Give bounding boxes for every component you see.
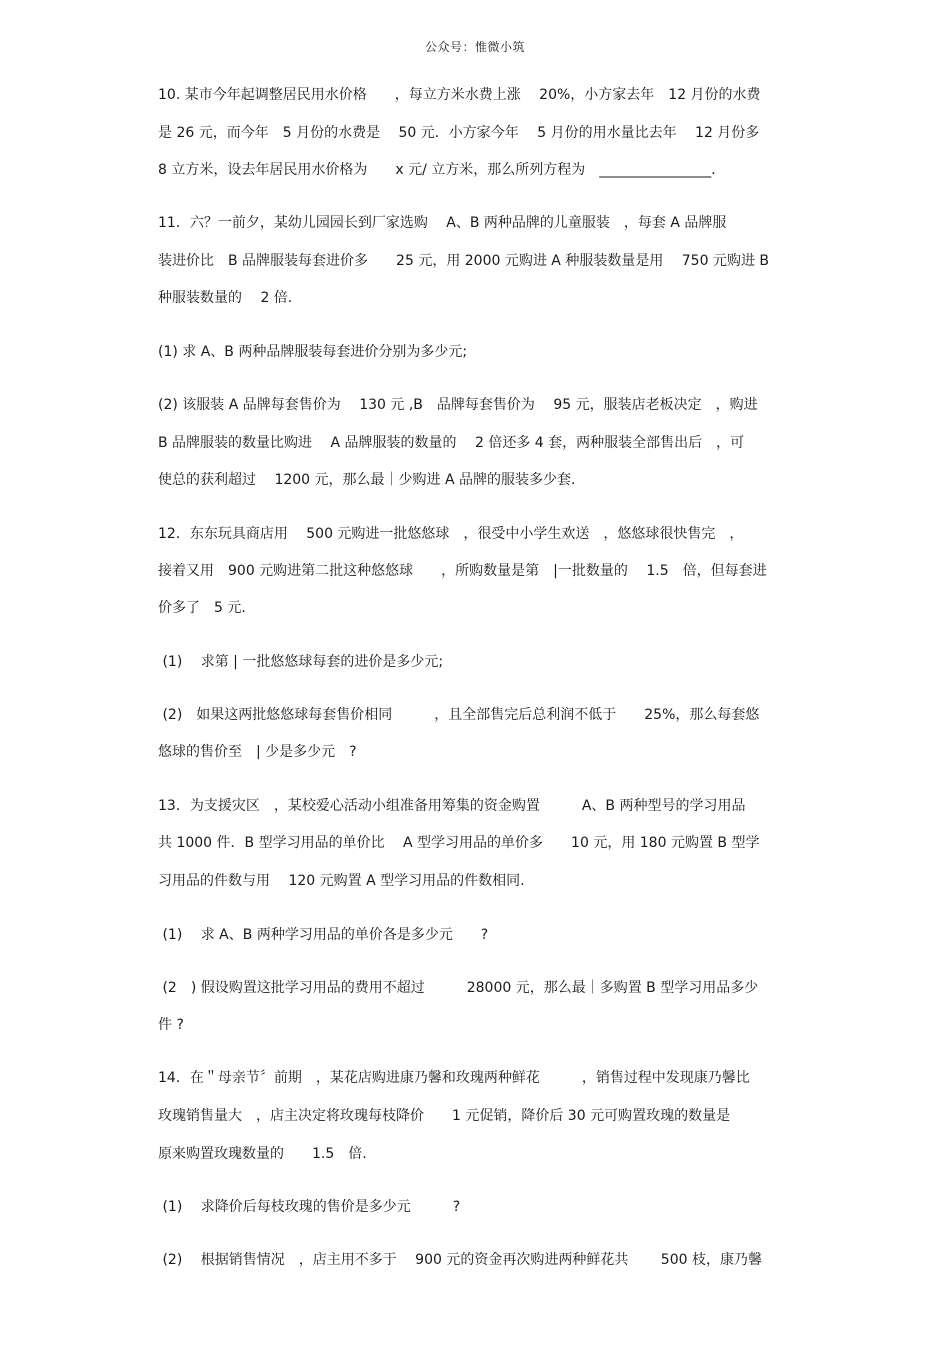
q11-line-3: 种服装数量的 2 倍. <box>158 290 293 306</box>
q12-line-3: 价多了 5 元. <box>158 600 246 616</box>
q14-line-3: 原来购置玫瑰数量的 1.5 倍. <box>158 1146 367 1162</box>
q13-part-1: (1) 求 A、B 两种学习用品的单价各是多少元 ? <box>158 927 489 943</box>
q11-part-1: (1) 求 A、B 两种品牌服装每套进价分别为多少元; <box>158 344 468 360</box>
q13-line-2: 共 1000 件．B 型学习用品的单价比 A 型学习用品的单价多 10 元，用 180 元购置 B 型学 <box>158 835 760 851</box>
q14-part-1: (1) 求降价后每枝玫瑰的售价是多少元 ? <box>158 1199 461 1215</box>
q14-line-2: 玫瑰销售量大 ，店主决定将玫瑰每枝降价 1 元促销，降价后 30 元可购置玫瑰的数量是 <box>158 1108 731 1124</box>
page-header: 公众号：惟微小筑 <box>424 40 525 54</box>
q11-part-2-line-2: B 品牌服装的数量比购进 A 品牌服装的数量的 2 倍还多 4 套，两种服装全部售出后 ，可 <box>158 435 745 451</box>
q10-line-2: 是 26 元，而今年 5 月份的水费是 50 元．小方家今年 5 月份的用水量比去年 12 月份多 <box>158 125 760 141</box>
q13-part-2-line-1: (2 ) 假设购置这批学习用品的费用不超过 28000 元，那么最｜多购置 B 型学习用品多少 <box>158 980 759 996</box>
q14-part-2-line-1: (2) 根据销售情况 ，店主用不多于 900 元的资金再次购进两种鲜花共 500 枝，康乃馨 <box>158 1252 762 1268</box>
q12-line-2: 接着又用 900 元购进第二批这种悠悠球 ，所购数量是第 |一批数量的 1.5 倍，但每套进 <box>158 563 767 579</box>
q13-line-1: 13．为支援灾区 ，某校爱心活动小组准备用筹集的资金购置 A、B 两种型号的学习用品 <box>158 798 746 814</box>
q13-part-2-line-2: 件 ? <box>158 1017 184 1033</box>
q11-line-1: 11．六？一前夕，某幼儿园园长到厂家选购 A、B 两种品牌的儿童服装 ，每套 A 品牌服 <box>158 215 727 231</box>
q12-part-2-line-2: 悠球的售价至 | 少是多少元 ? <box>158 744 357 760</box>
q12-part-2-line-1: (2) 如果这两批悠悠球每套售价相同 ，且全部售完后总利润不低于 25%，那么每套悠 <box>158 707 760 723</box>
q12-line-1: 12．东东玩具商店用 500 元购进一批悠悠球 ，很受中小学生欢送 ，悠悠球很快售完 ， <box>158 526 744 542</box>
q14-line-1: 14．在＂母亲节〞前期 ，某花店购进康乃馨和玫瑰两种鲜花 ，销售过程中发现康乃馨比 <box>158 1070 750 1086</box>
q10-line-1: 10. 某市今年起调整居民用水价格 ，每立方米水费上涨 20%，小方家去年 12 月份的水费 <box>158 87 761 103</box>
q11-line-2: 装进价比 B 品牌服装每套进价多 25 元，用 2000 元购进 A 种服装数量是用 750 元购进 B <box>158 253 770 269</box>
q11-part-2-line-3: 使总的获利超过 1200 元，那么最｜少购进 A 品牌的服装多少套. <box>158 472 576 488</box>
q13-line-3: 习用品的件数与用 120 元购置 A 型学习用品的件数相同. <box>158 873 525 889</box>
q11-part-2-line-1: (2) 该服装 A 品牌每套售价为 130 元 ,B 品牌每套售价为 95 元，服装店老板决定 ，购进 <box>158 397 758 413</box>
q10-line-3: 8 立方米，设去年居民用水价格为 x 元/ 立方米，那么所列方程为 ________________． <box>158 162 726 178</box>
q12-part-1: (1) 求第 | 一批悠悠球每套的进价是多少元; <box>158 654 444 670</box>
